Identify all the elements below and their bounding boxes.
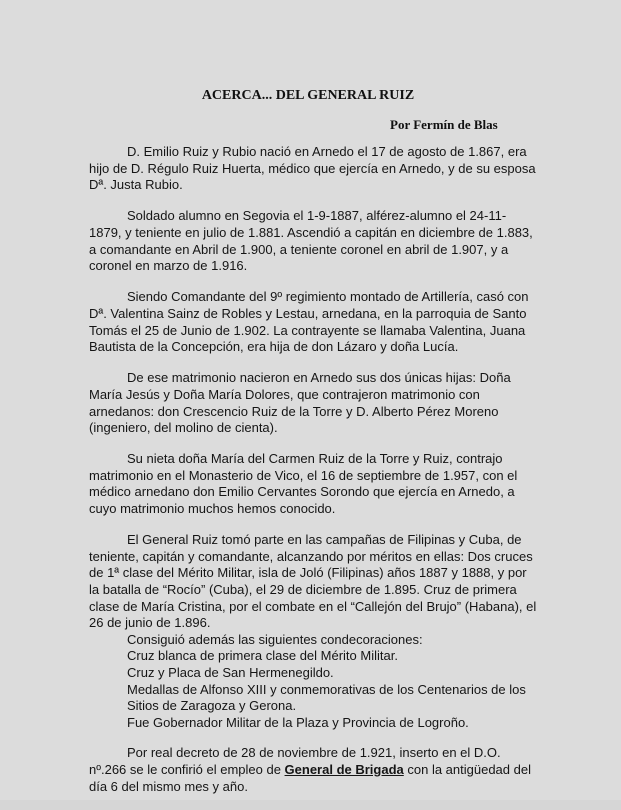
paragraph-campaigns: El General Ruiz tomó parte en las campañas de Filipinas y Cuba, de teniente, capitán y comandante, alcanzando por méritos en ellas: Dos cruces de 1ª clase del Mérito Militar, isla de Joló (Filipinas) años 1887 y 1888, y por la batalla de “Rocío” (Cuba), el 29 de diciembre de 1.895. Cruz de primera clase de María Cristina, por el combate en el “Callejón del Brujo” (Habana), el 26 de junio de 1.896. [89, 532, 537, 631]
document-author: Por Fermín de Blas [390, 117, 498, 132]
paragraph-marriage: Siendo Comandante del 9º regimiento montado de Artillería, casó con Dª. Valentina Sainz de Robles y Lestau, arnedana, en la parroquia de Santo Tomás el 25 de Junio de 1.902. La contrayente se llamaba Valentina, Juana Bautista de la Concepción, era hija de don Lázaro y doña Lucía. [89, 289, 529, 355]
promotion-text-after: con la antigüedad del día 6 del mismo mes y año. [89, 761, 531, 794]
decoration-item: Cruz y Placa de San Hermenegildo. [127, 665, 334, 680]
paragraph-daughters: De ese matrimonio nacieron en Arnedo sus dos únicas hijas: Doña María Jesús y Doña María Dolores, que contrajeron matrimonio con arnedanos: don Crescencio Ruiz de la Torre y D. Alberto Pérez Moreno (ingeniero, del molino de cienta). [89, 370, 511, 436]
decorations-list [127, 632, 537, 732]
paragraph-promotion [89, 745, 537, 795]
document-title [0, 88, 621, 104]
document-body [89, 144, 537, 810]
decoration-item: Fue Gobernador Militar de la Plaza y Provincia de Logroño. [127, 714, 469, 730]
decorations-intro: Consiguió además las siguientes condecoraciones: [127, 631, 423, 647]
paragraph-birth: D. Emilio Ruiz y Rubio nació en Arnedo el 17 de agosto de 1.867, era hijo de D. Régulo Ruiz Huerta, médico que ejercía en Arnedo, y de su esposa Dª. Justa Rubio. [89, 144, 536, 193]
decoration-item: Cruz blanca de primera clase del Mérito Militar. [127, 648, 398, 664]
decoration-item: Medallas de Alfonso XIII y conmemorativas de los Centenarios de los Sitios de Zaragoza y Gerona. [127, 681, 526, 714]
paragraph-career: Soldado alumno en Segovia el 1-9-1887, alférez-alumno el 24-11-1879, y teniente en julio de 1.881. Ascendió a capitán en diciembre de 1.883, a comandante en Abril de 1.900, a teniente coronel en abril de 1.907, y a coronel en marzo de 1.916. [89, 208, 533, 274]
paragraph-granddaughter: Su nieta doña María del Carmen Ruiz de la Torre y Ruiz, contrajo matrimonio en el Monasterio de Vico, el 16 de septiembre de 1.957, con el médico arnedano don Emilio Cervantes Sorondo que ejercía en Arnedo, a cuyo matrimonio muchos hemos conocido. [89, 451, 518, 517]
document-title-text: ACERCA... DEL GENERAL RUIZ [201, 88, 415, 103]
general-de-brigada-highlight: General de Brigada [284, 761, 404, 777]
promotion-text-before: Por real decreto de 28 de noviembre de 1.921, inserto en el D.O. nº.266 se le confirió el empleo de [89, 745, 501, 777]
